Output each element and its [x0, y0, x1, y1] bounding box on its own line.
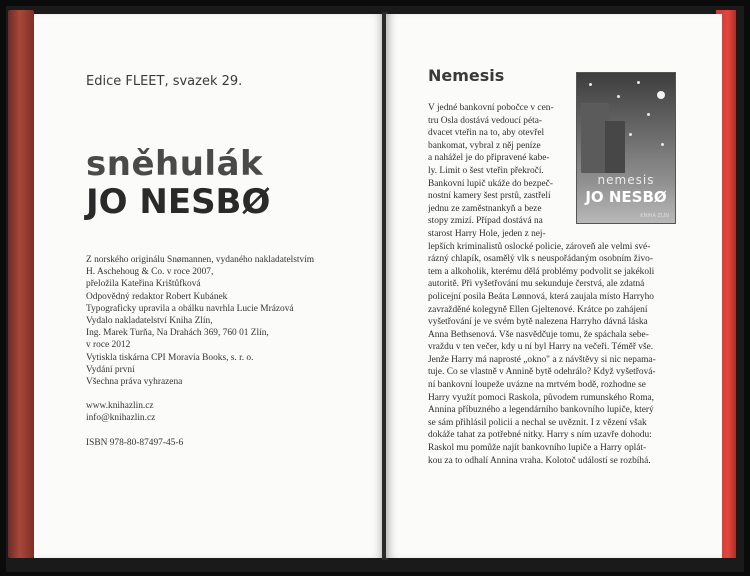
- text-line: tem a alkoholik, kterému dělá problémy podvolit se jakékoli: [428, 266, 655, 277]
- credit-line: Vytiskla tiskárna CPI Moravia Books, s. r. o.: [86, 352, 254, 363]
- credit-line: Vydání první: [86, 364, 135, 375]
- text-line: jednu ze zaměstnankyň a beze: [428, 203, 542, 214]
- text-line: tru Osla dostává vedoucí péta-: [428, 115, 543, 126]
- text-line: bankomat, vybral z něj peníze: [428, 140, 541, 151]
- text-line: nostní kamery šest prstů, zastřelí: [428, 191, 551, 202]
- text-line: policejní posila Beáta Lønnová, která zaujala místo Harryho: [428, 291, 654, 302]
- text-line: Anna Bethsenová. Vše nasvědčuje tomu, že spáchala sebe-: [428, 329, 649, 340]
- text-line: lepších kriminalistů oslocké policie, zároveň ale velmi své-: [428, 241, 651, 252]
- right-page: [386, 14, 722, 558]
- credit-line: Všechna práva vyhrazena: [86, 377, 183, 388]
- credit-line: Ing. Marek Turňa, Na Drahách 369, 760 01 Zlín,: [86, 328, 269, 339]
- cover-author: JO NESBØ: [585, 188, 667, 206]
- section-heading: Nemesis: [428, 66, 505, 85]
- synopsis-text: [428, 102, 680, 467]
- snowflake-icon: [637, 81, 640, 84]
- text-line: Harry využít pomoci Raskola, původem rumunského Roma,: [428, 392, 655, 403]
- text-line: vraždu v ten večer, kdy u ní byl Harry na večeři. Téměř vše.: [428, 342, 654, 353]
- credit-line: Vydalo nakladatelství Kniha Zlín,: [86, 316, 213, 327]
- website-link: www.knihazlin.cz: [86, 401, 154, 412]
- text-line: vyšetřování je ve svém bytě nalezena Harryho dávná láska: [428, 317, 648, 328]
- credit-line: Odpovědný redaktor Robert Kubánek: [86, 291, 228, 302]
- cover-lamp-image: [657, 91, 665, 99]
- text-line: zavražděné kolegyně Ellen Gjeltenové. Krátce po zahájení: [428, 304, 648, 315]
- snowflake-icon: [589, 83, 592, 86]
- cover-publisher: KNIHA ZLÍN: [640, 213, 669, 219]
- snowflake-icon: [617, 95, 620, 98]
- book-title: sněhulák: [86, 144, 264, 184]
- text-line: Jenže Harry má naprosté „okno" a z návštěvy si nic nepama-: [428, 354, 656, 365]
- email-link: info@knihazlin.cz: [86, 413, 156, 424]
- page-edges-left: [8, 10, 34, 558]
- credit-line: H. Aschehoug & Co. v roce 2007,: [86, 267, 214, 278]
- credit-line: Z norského originálu Snømannen, vydaného nakladatelstvím: [86, 255, 315, 265]
- text-line: tuje. Co se vlastně v Annině bytě odehrálo? Když vyšetřová-: [428, 367, 656, 378]
- text-line: Annina příbuzného a legendárního bankovního lupiče, který: [428, 405, 654, 416]
- text-line: rázný chlapík, osamělý vlk s neuspořádaným osobním živo-: [428, 254, 653, 265]
- text-line: dokáže tahat za potřebné nitky. Harry s ním uzavře dohodu:: [428, 430, 652, 441]
- book-author: JO NESBØ: [86, 182, 271, 222]
- text-line: Bankovní lupič ukáže do bezpeč-: [428, 178, 553, 189]
- text-line: autoritě. Při vyšetřování mu sekunduje čerstvá, ale zdatná: [428, 279, 645, 290]
- text-line: ní bankovní loupeže uvázne na mrtvém bodě, rozhodne se: [428, 380, 646, 391]
- credit-line: přeložila Kateřina Krištůfková: [86, 279, 201, 290]
- text-line: V jedné bankovní pobočce v cen-: [428, 103, 554, 113]
- text-line: a nahážel je do připravené kabe-: [428, 153, 550, 164]
- text-line: se sám přihlásil policii a nechal se uvěznit. I z vězení však: [428, 417, 647, 428]
- text-line: stopy zmizí. Případ dostává na: [428, 216, 543, 227]
- credit-line: v roce 2012: [86, 340, 131, 351]
- text-line: Raskol mu pomůže najít bankovního lupiče a Harry oplát-: [428, 443, 647, 454]
- isbn: ISBN 978-80-87497-45-6: [86, 437, 184, 448]
- text-line: starost Harry Hole, jeden z nej-: [428, 228, 546, 239]
- left-page: [34, 14, 384, 558]
- edition-line: Edice FLEET, svazek 29.: [86, 74, 243, 89]
- text-line: ly. Limit o šest vteřin překročí.: [428, 165, 544, 176]
- credits-block: [86, 254, 376, 449]
- text-line: dvacet vteřin na to, aby otevřel: [428, 128, 545, 139]
- text-line: kou za to odhalí Annina vraha. Kolotoč událostí se rozbíhá.: [428, 455, 651, 466]
- credit-line: Typograficky upravila a obálku navrhla Lucie Mrázová: [86, 303, 294, 314]
- cover-title: nemesis: [597, 173, 655, 187]
